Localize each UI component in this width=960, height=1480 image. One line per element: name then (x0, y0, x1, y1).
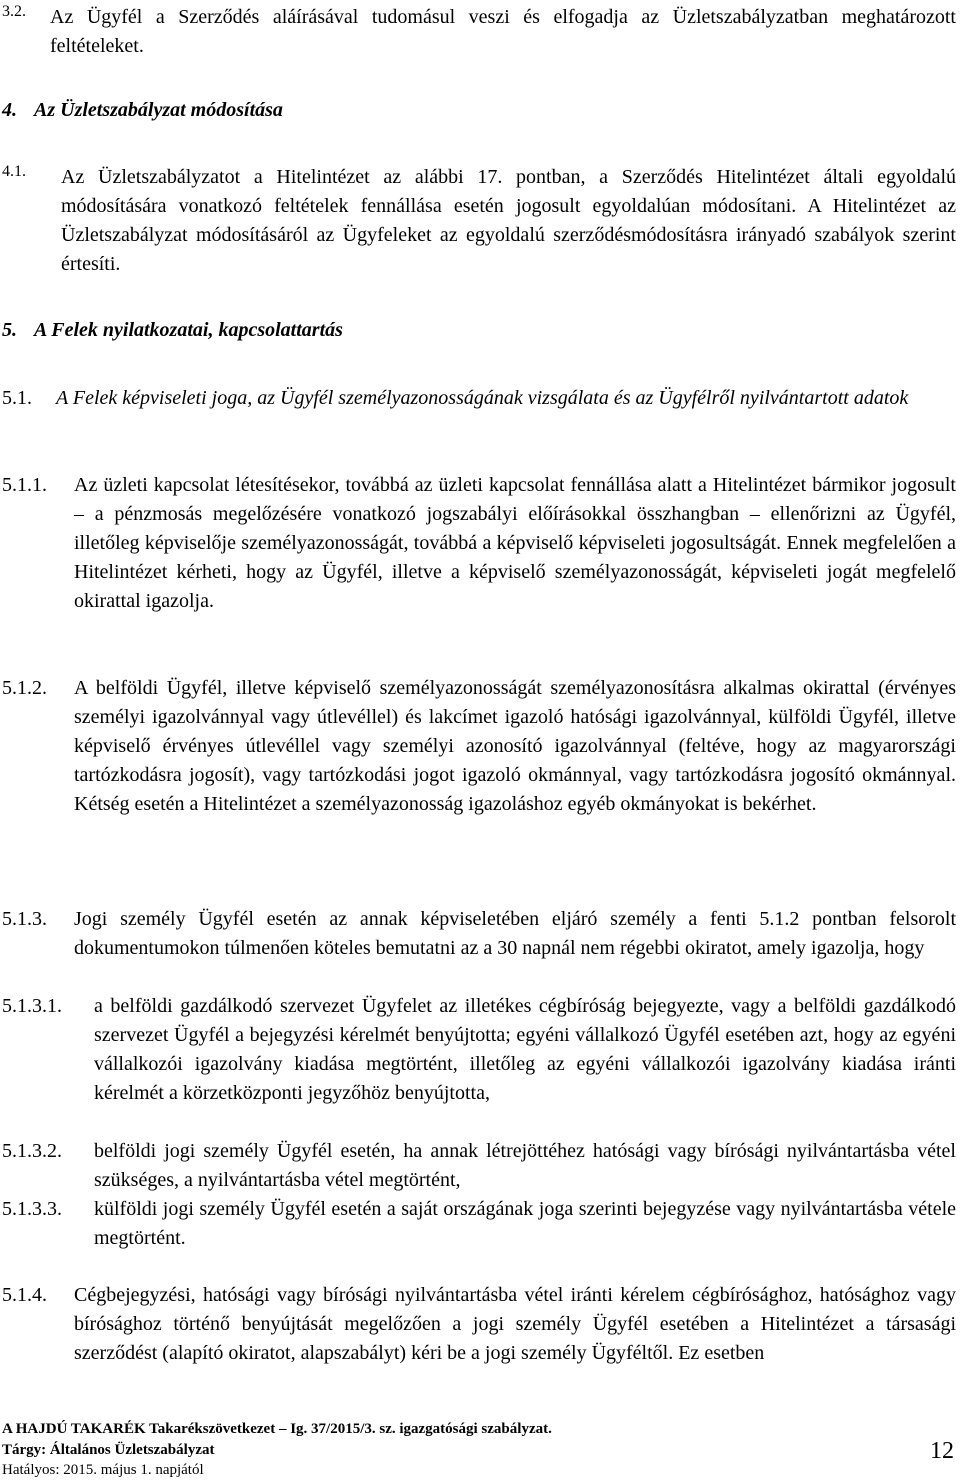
paragraph-label: 5.1.3. (2, 908, 47, 930)
paragraph-text: Az Üzletszabályzatot a Hitelintézet az alábbi 17. pontban, a Szerződés Hitelintézet általi egyoldalú módosítására vonatkozó feltételek fennállása esetén jogosult egyoldalúan módosítani. A Hitelintézet az Üzletszabályzat módosításáról az Ügyfeleket az egyoldalú szerződésmódosításra irányadó szabályok szerint értesíti. (61, 166, 956, 275)
paragraph-label: 5.1.3.2. (2, 1140, 62, 1162)
paragraph-label: 5.1.3.1. (2, 995, 62, 1017)
paragraph-label: 5.1.4. (2, 1284, 47, 1306)
paragraph-label: 4.1. (2, 163, 26, 180)
paragraph-5-1-3-3 (2, 1195, 956, 1253)
section-heading-5-1 (2, 384, 956, 413)
paragraph-label: 3.2. (2, 3, 26, 20)
footer-subject-line: Tárgy: Általános Üzletszabályzat (2, 1442, 215, 1458)
paragraph-text: Jogi személy Ügyfél esetén az annak képviseletében eljáró személy a fenti 5.1.2 pontban felsorolt dokumentumokon túlmenően köteles bemutatni az a 30 napnál nem régebbi okiratot, amely igazolja, hogy (74, 908, 956, 959)
section-heading-5 (2, 316, 343, 345)
paragraph-label: 5.1.1. (2, 474, 47, 496)
paragraph-text: A belföldi Ügyfél, illetve képviselő személyazonosságát személyazonosításra alkalmas okirattal (érvényes személyi igazolvánnyal vagy útlevéllel) és lakcímet igazoló hatósági igazolvánnyal, külföldi Ügyfél, illetve képviselő érvényes útlevéllel vagy személyi azonosító igazolvánnyal (feltéve, hogy az magyarországi tartózkodásra jogosít), vagy tartózkodási jogot igazoló okmánnyal, vagy tartózkodásra jogosító okmánnyal. Kétség esetén a Hitelintézet a személyazonosság igazoláshoz egyéb okmányokat is bekérhet. (74, 677, 956, 815)
heading-title: A Felek nyilatkozatai, kapcsolattartás (34, 319, 343, 341)
heading-title: A Felek képviseleti joga, az Ügyfél személyazonosságának vizsgálata és az Ügyfélről nyilvántartott adatok (56, 387, 909, 409)
paragraph-5-1-4 (2, 1281, 956, 1368)
paragraph-text: belföldi jogi személy Ügyfél esetén, ha annak létrejöttéhez hatósági vagy bírósági nyilvántartásba vétel szükséges, a nyilvántartásba vétel megtörtént, (94, 1140, 956, 1191)
paragraph-4-1 (2, 163, 956, 279)
heading-title: Az Üzletszabályzat módosítása (34, 99, 283, 121)
paragraph-5-1-2 (2, 674, 956, 819)
paragraph-5-1-3-1 (2, 992, 956, 1108)
heading-number: 5. (2, 319, 17, 341)
paragraph-3-2 (2, 3, 956, 61)
paragraph-5-1-3 (2, 905, 956, 963)
paragraph-5-1-1 (2, 471, 956, 616)
paragraph-text: a belföldi gazdálkodó szervezet Ügyfelet az illetékes cégbíróság bejegyezte, vagy a belföldi gazdálkodó szervezet Ügyfél a bejegyzési kérelmét benyújtotta; egyéni vállalkozó Ügyfél esetében azt, hogy az egyéni vállalkozói igazolvány kiadása megtörtént, illetőleg az egyéni vállalkozói igazolvány kiadása iránti kérelmét a körzetközponti jegyzőhöz benyújtotta, (94, 995, 956, 1104)
paragraph-label: 5.1.2. (2, 677, 47, 699)
paragraph-5-1-3-2 (2, 1137, 956, 1195)
paragraph-text: Cégbejegyzési, hatósági vagy bírósági nyilvántartásba vétel iránti kérelem cégbírósághoz, hatósághoz vagy bírósághoz történő benyújtását megelőzően a jogi személy Ügyfél esetében a Hitelintézet a társasági szerződést (alapító okiratot, alapszabályt) kéri be a jogi személy Ügyféltől. Ez esetben (74, 1284, 956, 1364)
paragraph-text: Az üzleti kapcsolat létesítésekor, továbbá az üzleti kapcsolat fennállása alatt a Hitelintézet bármikor jogosult – a pénzmosás megelőzésére vonatkozó jogszabályi előírásokkal összhangban – ellenőrizni az Ügyfél, illetőleg képviselője személyazonosságát, továbbá a képviselő képviseleti jogosultságát. Ennek megfelelően a Hitelintézet kérheti, hogy az Ügyfél, illetve a képviselő személyazonosságát, képviseleti jogát megfelelő okirattal igazolja. (74, 474, 956, 612)
paragraph-text: Az Ügyfél a Szerződés aláírásával tudomásul veszi és elfogadja az Üzletszabályzatban meghatározott feltételeket. (50, 6, 956, 57)
section-heading-4 (2, 96, 283, 125)
footer-regulation-line: A HAJDÚ TAKARÉK Takarékszövetkezet – Ig. 37/2015/3. sz. igazgatósági szabályzat. (2, 1421, 552, 1437)
paragraph-label: 5.1.3.3. (2, 1198, 62, 1220)
heading-number: 4. (2, 99, 17, 121)
paragraph-text: külföldi jogi személy Ügyfél esetén a saját országának joga szerinti bejegyzése vagy nyilvántartásba vétele megtörtént. (94, 1198, 956, 1249)
page-number: 12 (930, 1438, 954, 1464)
footer-effective-date: Hatályos: 2015. május 1. napjától (2, 1462, 204, 1478)
heading-number: 5.1. (2, 387, 32, 409)
